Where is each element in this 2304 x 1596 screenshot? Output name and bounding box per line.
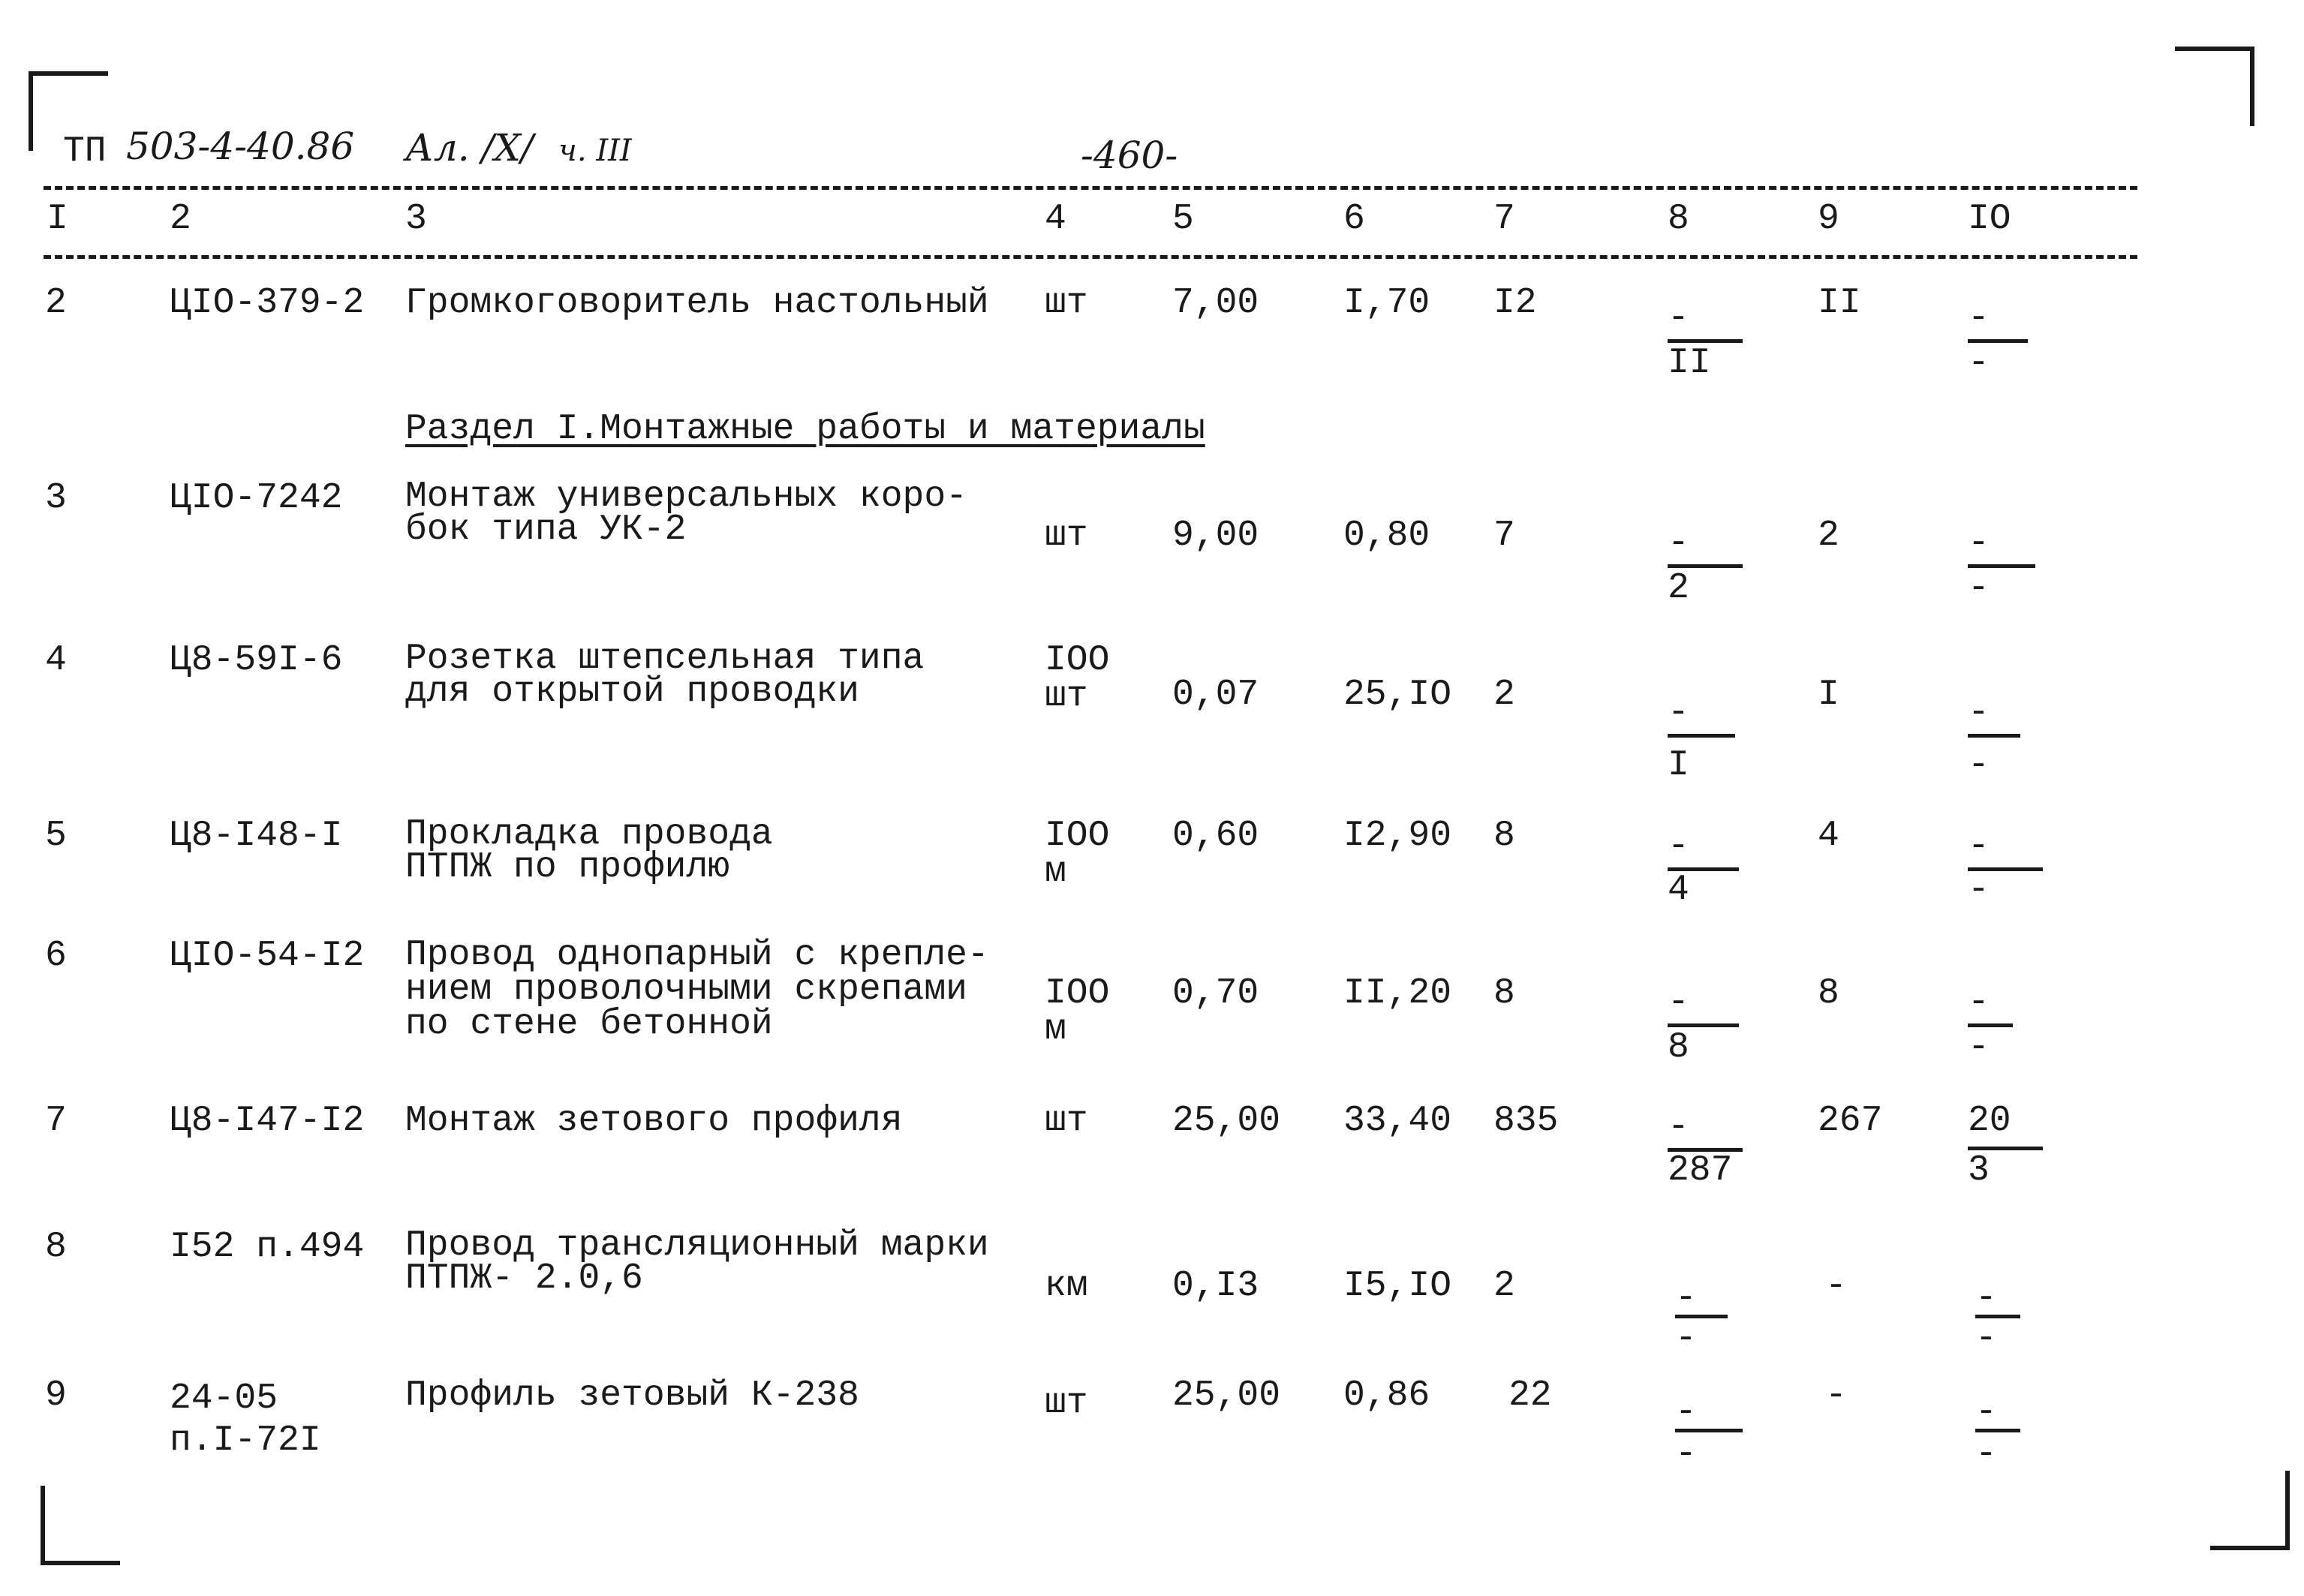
corner-mark-bottom-left: [41, 1486, 120, 1565]
row-col6: 33,40: [1343, 1101, 1452, 1141]
row-col6: II,20: [1343, 973, 1452, 1014]
fraction-denominator: 4: [1668, 870, 1689, 910]
fraction-numerator: -: [1668, 523, 1689, 564]
fraction-numerator: -: [1675, 1278, 1697, 1318]
fraction-denominator: II: [1668, 343, 1711, 383]
row-description: Прокладка провода ПТПЖ по профилю: [405, 814, 773, 888]
row-description: Монтаж зетового профиля: [405, 1101, 903, 1141]
row-description: Монтаж универсальных коро- бок типа УК-2: [405, 476, 967, 550]
fraction-numerator: -: [1675, 1392, 1697, 1432]
row-col9: II: [1818, 283, 1861, 323]
row-col5: 0,60: [1172, 816, 1259, 856]
row-col9: -: [1825, 1266, 1847, 1306]
row-number: 9: [45, 1375, 67, 1416]
row-col5: 0,I3: [1172, 1266, 1259, 1306]
header-rule-bottom: [44, 255, 2137, 259]
row-code: Ц8-I47-I2: [170, 1101, 365, 1141]
fraction-denominator: -: [1675, 1434, 1697, 1474]
row-description: Провод трансляционный марки ПТПЖ- 2.0,6: [405, 1225, 989, 1299]
row-col5: 9,00: [1172, 515, 1259, 556]
row-code: ЦIO-54-I2: [170, 936, 365, 976]
row-col7: 835: [1493, 1101, 1559, 1141]
row-unit: шт: [1045, 283, 1088, 323]
header-rule-top: [44, 186, 2137, 190]
row-unit: км: [1045, 1266, 1088, 1306]
fraction-numerator: -: [1968, 826, 1990, 867]
row-col9: 267: [1818, 1101, 1883, 1141]
column-header: 9: [1818, 199, 1839, 239]
row-number: 8: [45, 1227, 67, 1267]
section-title: Раздел I.Монтажные работы и материалы: [405, 409, 1205, 449]
row-description: Громкоговоритель настольный: [405, 283, 989, 323]
row-col9: 2: [1818, 515, 1839, 556]
row-col6: 25,IO: [1343, 675, 1452, 715]
fraction-numerator: -: [1668, 298, 1689, 338]
row-description: Профиль зетовый К-238: [405, 1375, 859, 1416]
row-code: Ц8-59I-6: [170, 640, 343, 681]
column-header: IO: [1968, 199, 2011, 239]
row-unit: IOO м: [1045, 973, 1110, 1050]
fraction-denominator: 287: [1668, 1150, 1733, 1191]
row-col6: 0,80: [1343, 515, 1430, 556]
row-col7: I2: [1493, 283, 1537, 323]
column-header: 3: [405, 199, 427, 239]
fraction-denominator: I: [1668, 745, 1689, 786]
row-col5: 25,00: [1172, 1375, 1281, 1416]
row-code: Ц8-I48-I: [170, 816, 343, 856]
row-col9: 8: [1818, 973, 1839, 1014]
column-header: 8: [1668, 199, 1689, 239]
row-col7: 2: [1493, 675, 1515, 715]
fraction-numerator: -: [1975, 1392, 1997, 1432]
row-col7: 2: [1493, 1266, 1515, 1306]
album-number: Ал. /X/: [405, 126, 534, 170]
page-number: -460-: [1081, 134, 1178, 177]
row-col5: 0,70: [1172, 973, 1259, 1014]
doc-prefix: ТП: [63, 131, 107, 172]
row-col7: 8: [1493, 973, 1515, 1014]
row-number: 4: [45, 640, 67, 681]
fraction-denominator: -: [1975, 1318, 1997, 1359]
column-header: I: [47, 199, 68, 239]
row-unit: шт: [1045, 515, 1088, 556]
fraction-numerator: -: [1668, 826, 1689, 867]
row-col6: I2,90: [1343, 816, 1452, 856]
fraction-numerator: -: [1968, 982, 1990, 1023]
row-number: 3: [45, 478, 67, 518]
fraction-denominator: -: [1968, 1027, 1990, 1068]
doc-code: 503-4-40.86: [126, 125, 355, 168]
column-header: 7: [1493, 199, 1515, 239]
row-col5: 0,07: [1172, 675, 1259, 715]
row-number: 5: [45, 816, 67, 856]
fraction-numerator: -: [1668, 693, 1689, 733]
fraction-numerator: -: [1975, 1278, 1997, 1318]
fraction-denominator: 8: [1668, 1027, 1689, 1068]
column-header: 4: [1045, 199, 1066, 239]
fraction-denominator: -: [1968, 745, 1990, 786]
row-col9: I: [1818, 675, 1839, 715]
row-col6: I,70: [1343, 283, 1430, 323]
row-col7: 8: [1493, 816, 1515, 856]
corner-mark-bottom-right: [2210, 1471, 2290, 1550]
fraction-numerator: -: [1968, 523, 1990, 564]
part-number: ч. III: [558, 134, 632, 168]
fraction-numerator: -: [1668, 982, 1689, 1023]
row-col6: 0,86: [1343, 1375, 1430, 1416]
fraction-denominator: -: [1675, 1318, 1697, 1359]
row-number: 7: [45, 1101, 67, 1141]
row-description: Провод однопарный с крепле- нием проволочными скрепами по стене бетонной: [405, 935, 989, 1044]
row-code: ЦIO-7242: [170, 478, 343, 518]
row-unit: IOO м: [1045, 816, 1110, 892]
row-unit: шт: [1045, 1383, 1088, 1423]
row-unit: шт: [1045, 1101, 1088, 1141]
row-col7: 7: [1493, 515, 1515, 556]
column-header: 2: [170, 199, 191, 239]
row-col6: I5,IO: [1343, 1266, 1452, 1306]
row-number: 6: [45, 936, 67, 976]
fraction-denominator: -: [1968, 343, 1990, 383]
column-header: 5: [1172, 199, 1194, 239]
row-col5: 25,00: [1172, 1101, 1281, 1141]
row-description: Розетка штепсельная типа для открытой проводки: [405, 639, 925, 712]
row-code: ЦIO-379-2: [170, 283, 365, 323]
row-unit: IOO шт: [1045, 640, 1110, 717]
row-col7: 22: [1508, 1375, 1552, 1416]
fraction-numerator: -: [1968, 693, 1990, 733]
corner-mark-top-right: [2175, 47, 2254, 126]
row-code: 24-05 п.I-72I: [170, 1378, 321, 1461]
fraction-denominator: -: [1968, 870, 1990, 910]
fraction-denominator: -: [1975, 1434, 1997, 1474]
row-col9: 4: [1818, 816, 1839, 856]
row-col5: 7,00: [1172, 283, 1259, 323]
fraction-numerator: 20: [1968, 1101, 2011, 1141]
row-code: I52 п.494: [170, 1227, 365, 1267]
column-header: 6: [1343, 199, 1365, 239]
row-col9: -: [1825, 1375, 1847, 1416]
row-number: 2: [45, 283, 67, 323]
fraction-denominator: 3: [1968, 1150, 1990, 1191]
fraction-denominator: -: [1968, 568, 1990, 609]
fraction-denominator: 2: [1668, 568, 1689, 609]
fraction-numerator: -: [1968, 298, 1990, 338]
fraction-numerator: -: [1668, 1107, 1689, 1147]
